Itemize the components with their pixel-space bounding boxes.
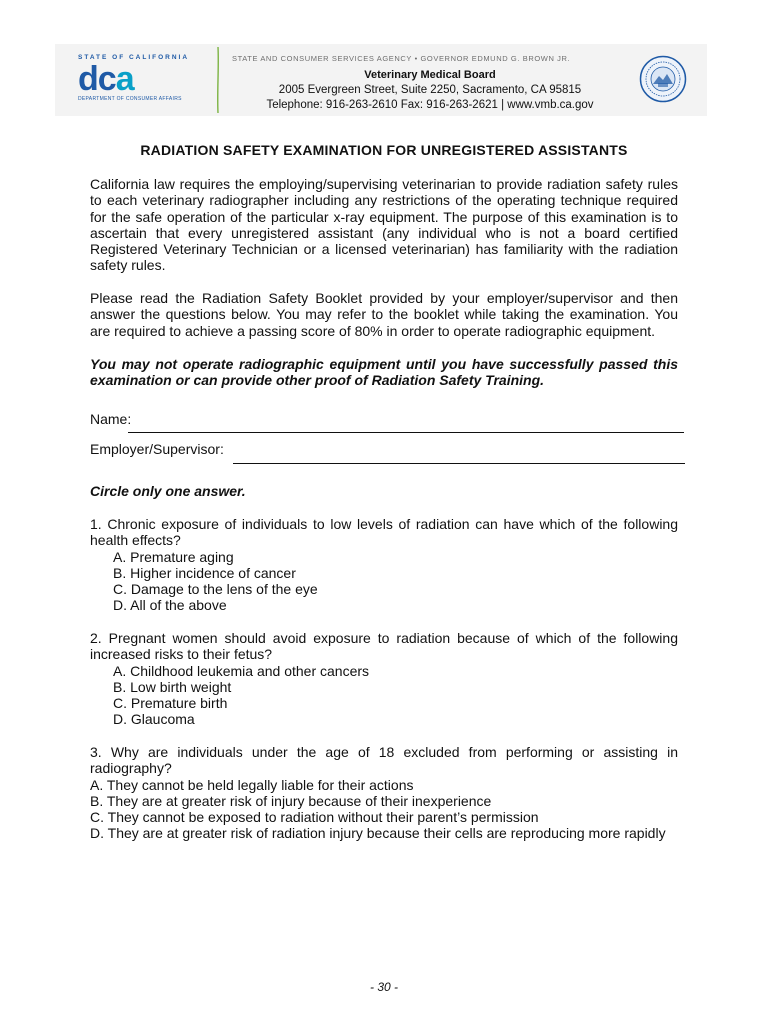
answer-option[interactable]: B. They are at greater risk of injury because of their inexperience <box>90 792 492 809</box>
board-address: 2005 Evergreen Street, Suite 2250, Sacramento, CA 95815 <box>278 84 582 96</box>
board-contact: Telephone: 916-263-2610 Fax: 916-263-2621 | www.vmb.ca.gov <box>266 99 594 111</box>
circle-instruction: Circle only one answer. <box>90 483 246 499</box>
instructions-paragraph: Please read the Radiation Safety Booklet provided by your employer/supervisor and then answer the questions below. You may refer to the booklet while taking the examination. You are required to achieve a passing score of 80% in order to operate radiographic equipment. <box>90 290 678 339</box>
answer-option[interactable]: C. They cannot be exposed to radiation without their parent’s permission <box>90 809 539 826</box>
page-number: - 30 - <box>369 980 398 994</box>
answer-option[interactable]: C. Damage to the lens of the eye <box>113 581 318 598</box>
logo-department-line: DEPARTMENT OF CONSUMER AFFAIRS <box>78 96 182 102</box>
answer-option[interactable]: D. Glaucoma <box>113 711 195 728</box>
dca-logo <box>78 52 213 112</box>
answer-option[interactable]: D. All of the above <box>113 597 227 614</box>
board-info <box>250 68 610 113</box>
answer-option[interactable]: C. Premature birth <box>113 695 228 712</box>
answer-option[interactable]: A. Premature aging <box>113 548 234 565</box>
answer-option[interactable]: A. They cannot be held legally liable for their actions <box>90 776 414 793</box>
question-1 <box>90 516 678 614</box>
question-stem: 1. Chronic exposure of individuals to low levels of radiation can have which of the following health effects? <box>90 516 678 549</box>
board-name: Veterinary Medical Board <box>364 69 496 81</box>
logo-mark-a: a <box>115 60 134 98</box>
name-line[interactable] <box>128 432 684 433</box>
answer-option[interactable]: A. Childhood leukemia and other cancers <box>113 662 370 679</box>
intro-paragraph: California law requires the employing/supervising veterinarian to provide radiation safety rules to each veterinary radiographer including any restrictions of the operating technique required for the safe operation of the particular x-ray equipment. The purpose of this examination is to ascertain that every unregistered assistant (any individual who is not a board certified Registered Veterinary Technician or a licensed veterinarian) has familiarity with the radiation safety rules. <box>90 176 678 274</box>
employer-label: Employer/Supervisor: <box>90 441 224 457</box>
state-seal-icon <box>639 55 687 103</box>
question-3 <box>90 744 678 842</box>
answer-option[interactable]: B. Higher incidence of cancer <box>113 564 296 581</box>
answer-option[interactable]: D. They are at greater risk of radiation injury because their cells are reproducing more rapidly <box>90 825 666 842</box>
question-stem: 3. Why are individuals under the age of 18 excluded from performing or assisting in radiography? <box>90 744 678 777</box>
header-divider <box>217 47 219 113</box>
question-stem: 2. Pregnant women should avoid exposure to radiation because of which of the following increased risks to their fetus? <box>90 630 678 663</box>
agency-line: STATE AND CONSUMER SERVICES AGENCY • GOVERNOR EDMUND G. BROWN JR. <box>232 54 571 63</box>
logo-state-line: STATE OF CALIFORNIA <box>78 54 190 61</box>
employer-line[interactable] <box>233 463 685 464</box>
warning-paragraph: You may not operate radiographic equipment until you have successfully passed this examination or can provide other proof of Radiation Safety Training. <box>90 356 678 389</box>
name-label: Name: <box>90 411 132 427</box>
answer-option[interactable]: B. Low birth weight <box>113 678 232 695</box>
logo-mark-d: d <box>78 60 98 98</box>
logo-mark <box>78 60 134 98</box>
document-title: RADIATION SAFETY EXAMINATION FOR UNREGISTERED ASSISTANTS <box>140 142 628 158</box>
logo-mark-c: c <box>97 60 116 98</box>
question-2 <box>90 630 678 728</box>
